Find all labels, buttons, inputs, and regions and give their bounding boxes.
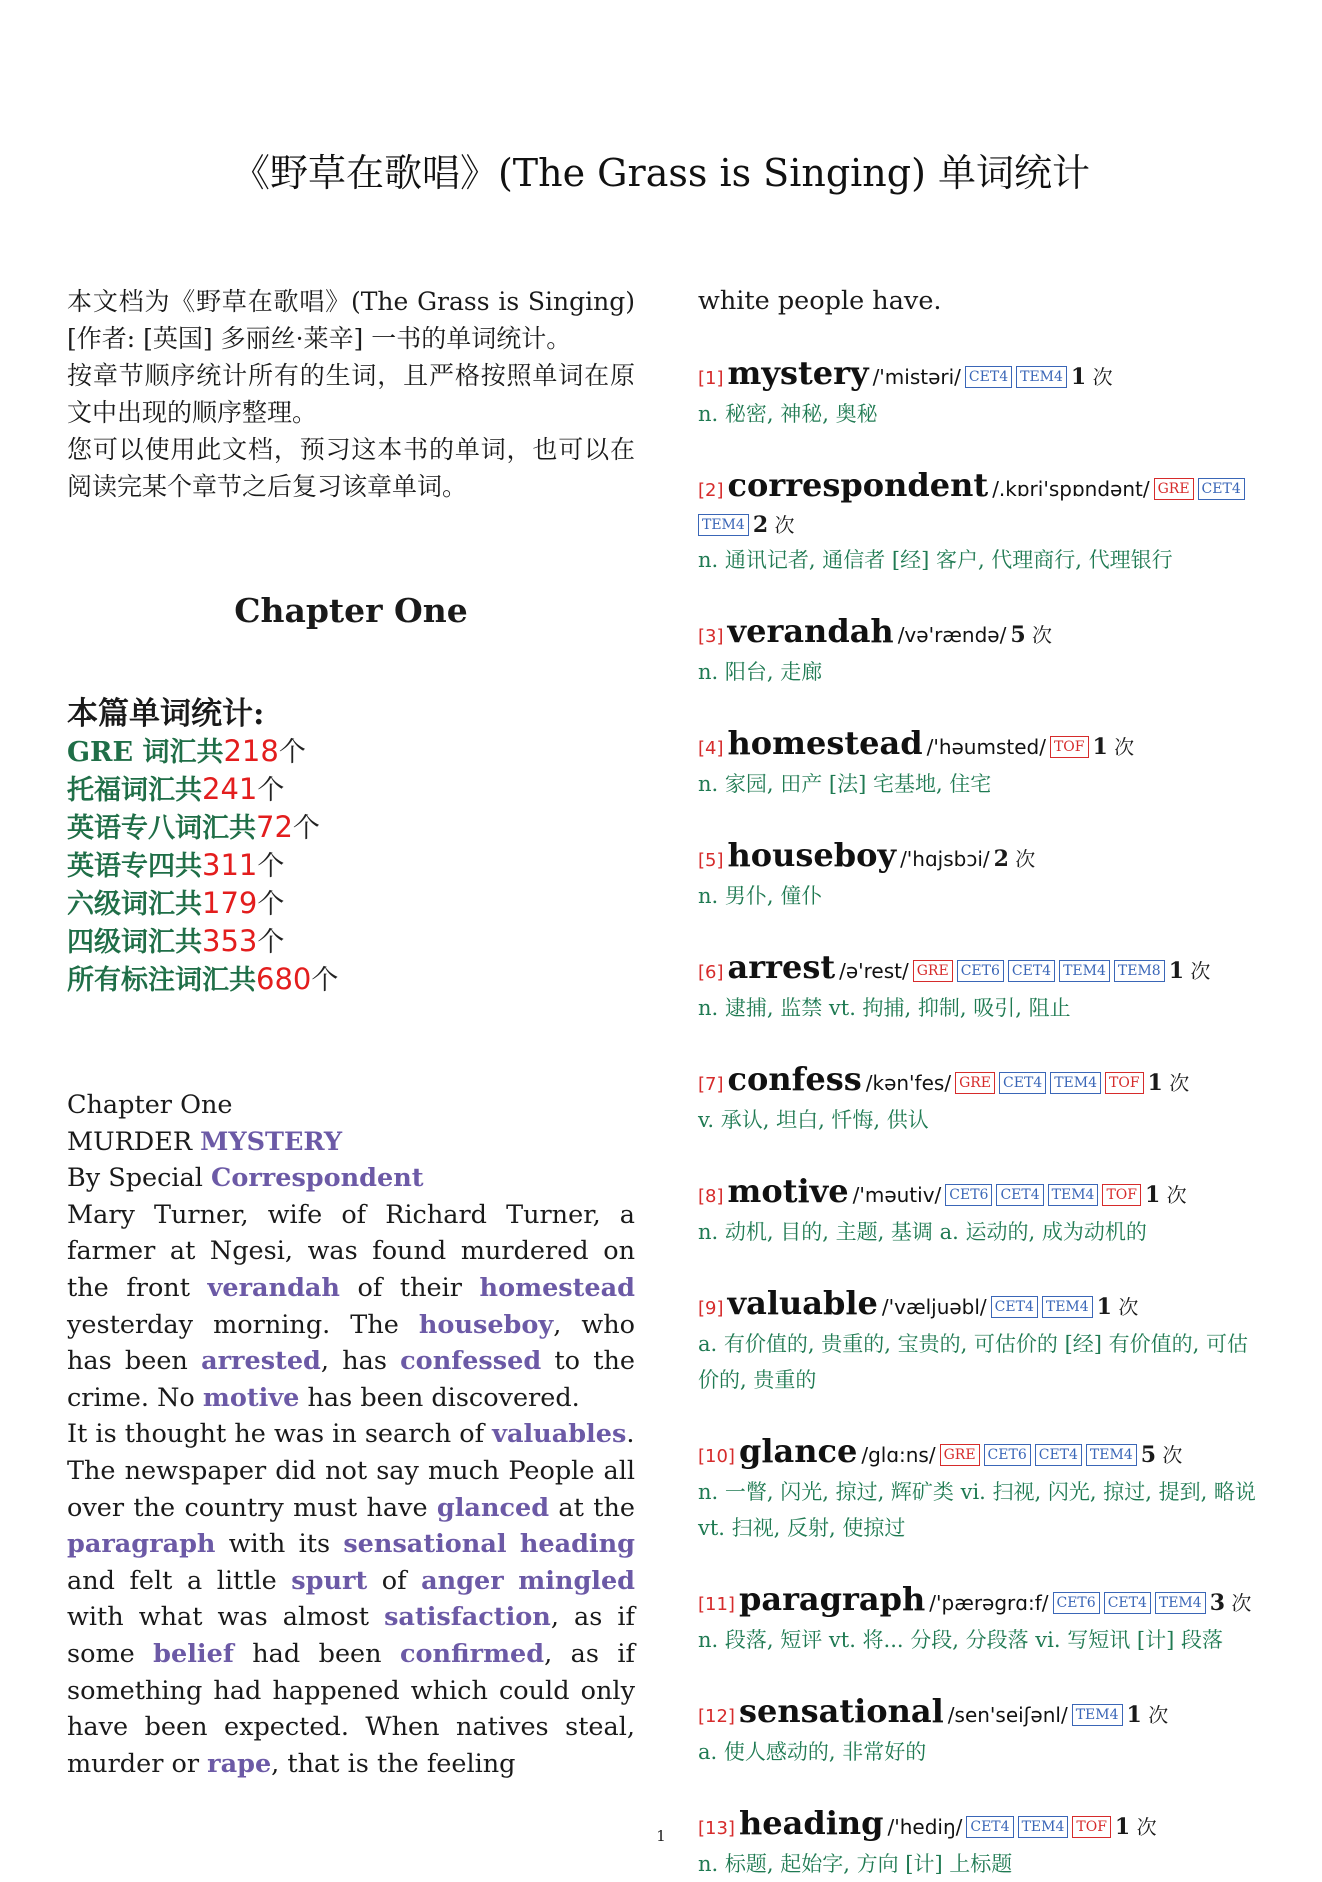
stat-value: 311 bbox=[202, 848, 258, 882]
keyword: houseboy bbox=[418, 1309, 554, 1340]
vocab-definition: n. 动机, 目的, 主题, 基调 a. 运动的, 成为动机的 bbox=[698, 1219, 1147, 1244]
exam-tag-cet4: CET4 bbox=[996, 1184, 1043, 1206]
keyword: spurt bbox=[291, 1565, 368, 1596]
vocab-count: 3 bbox=[1209, 1589, 1225, 1616]
vocab-entry bbox=[698, 1431, 1268, 1546]
passage-text bbox=[504, 1566, 519, 1596]
vocab-word: confess bbox=[727, 1059, 862, 1098]
exam-tag-tem4: TEM4 bbox=[1086, 1444, 1137, 1466]
keyword: confirmed bbox=[400, 1638, 545, 1669]
vocab-entry bbox=[698, 723, 1268, 802]
exam-tag-cet4: CET4 bbox=[991, 1296, 1038, 1318]
vocab-count-unit: 次 bbox=[1118, 1294, 1139, 1319]
passage-text: of their bbox=[339, 1272, 480, 1303]
passage-text: Mary Turner, wife of Richard Turner, a farmer at Ngesi, was found murdered on the front bbox=[67, 1199, 635, 1303]
passage-text bbox=[507, 1529, 520, 1559]
passage-text: By Special bbox=[67, 1163, 212, 1194]
stat-unit: 个 bbox=[278, 737, 306, 768]
passage-text: with what was almost bbox=[67, 1602, 385, 1633]
exam-tag-cet6: CET6 bbox=[957, 960, 1004, 982]
passage-paragraph bbox=[67, 1453, 635, 1782]
vocab-word: sensational bbox=[738, 1691, 944, 1730]
vocab-phonetic: /'mistəri/ bbox=[872, 364, 961, 389]
intro bbox=[67, 283, 635, 505]
vocab-entry-header bbox=[698, 353, 1268, 396]
passage-text: , that is the feeling bbox=[271, 1748, 516, 1779]
right-column bbox=[698, 283, 1268, 1882]
vocab-entry bbox=[698, 611, 1268, 690]
exam-tag-cet4: CET4 bbox=[965, 366, 1012, 388]
stat-unit: 个 bbox=[257, 927, 285, 958]
vocab-count: 1 bbox=[1168, 957, 1185, 984]
vocab-definition: n. 段落, 短评 vt. 将... 分段, 分段落 vi. 写短讯 [计] 段落 bbox=[698, 1627, 1223, 1652]
vocab-entry-header bbox=[698, 723, 1268, 766]
keyword: sensational bbox=[343, 1529, 507, 1560]
exam-tag-tem4: TEM4 bbox=[1042, 1296, 1093, 1318]
passage-paragraph bbox=[67, 1197, 635, 1417]
vocab-index: [8] bbox=[698, 1185, 724, 1207]
keyword: heading bbox=[519, 1529, 635, 1560]
exam-tag-tem4: TEM4 bbox=[1155, 1592, 1206, 1614]
vocab-definition: v. 承认, 坦白, 忏悔, 供认 bbox=[698, 1107, 929, 1132]
vocab-phonetic: /'pærəgrɑ:f/ bbox=[929, 1590, 1049, 1615]
stat-cet4 bbox=[67, 923, 635, 961]
vocab-definition: n. 标题, 起始字, 方向 [计] 上标题 bbox=[698, 1851, 1013, 1876]
stat-cet6 bbox=[67, 885, 635, 923]
vocab-word: homestead bbox=[727, 723, 923, 762]
vocab-phonetic: /'hɑjsbɔi/ bbox=[900, 846, 990, 871]
vocab-word: mystery bbox=[727, 353, 869, 392]
passage-text: , who has been bbox=[67, 1309, 635, 1377]
passage-text: of bbox=[367, 1565, 422, 1596]
passage-paragraph bbox=[67, 1416, 635, 1453]
left-column bbox=[67, 283, 635, 1782]
vocab-index: [5] bbox=[698, 849, 724, 871]
exam-tag-tof: TOF bbox=[1102, 1184, 1141, 1206]
vocab-word: paragraph bbox=[738, 1579, 926, 1618]
vocab-word: motive bbox=[727, 1171, 849, 1210]
passage-text: and felt a little bbox=[67, 1565, 292, 1596]
vocab-count: 1 bbox=[1092, 733, 1108, 760]
vocab-phonetic: /'məutiv/ bbox=[852, 1182, 942, 1207]
passage-text: , has bbox=[320, 1346, 401, 1377]
exam-tag-tem4: TEM4 bbox=[1048, 1184, 1099, 1206]
passage-text: It is thought he was in search of bbox=[67, 1419, 493, 1450]
stat-label: 托福词汇共 bbox=[67, 775, 202, 806]
exam-tag-tem4: TEM4 bbox=[1016, 366, 1067, 388]
vocab-word: houseboy bbox=[727, 835, 897, 874]
passage-byline bbox=[67, 1160, 635, 1197]
passage-headline bbox=[67, 1124, 635, 1161]
exam-tag-cet6: CET6 bbox=[945, 1184, 992, 1206]
passage-text: , as if something had happened which could only have been expected. When natives steal, murder or bbox=[67, 1638, 635, 1779]
document-title: 《野草在歌唱》(The Grass is Singing) 单词统计 bbox=[231, 151, 1091, 195]
vocab-count-unit: 次 bbox=[1092, 364, 1113, 389]
exam-tag-tem8: TEM8 bbox=[1114, 960, 1165, 982]
intro-paragraph: 您可以使用此文档，预习这本书的单词，也可以在阅读完某个章节之后复习该章单词。 bbox=[67, 435, 635, 501]
vocab-index: [10] bbox=[698, 1445, 735, 1467]
vocab-entry-header bbox=[698, 1171, 1268, 1214]
stat-unit: 个 bbox=[311, 965, 339, 996]
exam-tag-tof: TOF bbox=[1072, 1816, 1111, 1838]
exam-tag-tem4: TEM4 bbox=[1059, 960, 1110, 982]
vocab-entry bbox=[698, 1579, 1268, 1658]
vocab-count: 5 bbox=[1140, 1441, 1157, 1468]
vocab-word: arrest bbox=[727, 947, 836, 986]
vocab-count-unit: 次 bbox=[1166, 1182, 1187, 1207]
vocab-count-unit: 次 bbox=[1114, 734, 1135, 759]
stat-value: 218 bbox=[223, 734, 279, 768]
passage-text: The newspaper did not say much People all over the country must have bbox=[67, 1455, 635, 1523]
vocab-entry bbox=[698, 1691, 1268, 1770]
passage-text: with its bbox=[215, 1529, 344, 1560]
vocab-definition: a. 使人感动的, 非常好的 bbox=[698, 1739, 927, 1764]
vocab-word: valuable bbox=[727, 1283, 878, 1322]
vocab-index: [7] bbox=[698, 1073, 724, 1095]
vocab-entry-header bbox=[698, 1431, 1268, 1474]
vocab-index: [2] bbox=[698, 479, 724, 501]
vocab-word: verandah bbox=[727, 611, 894, 650]
vocab-entry bbox=[698, 1171, 1268, 1250]
vocab-count-unit: 次 bbox=[1015, 846, 1036, 871]
vocab-count: 2 bbox=[752, 511, 769, 538]
vocab-count: 1 bbox=[1147, 1069, 1163, 1096]
vocab-definition: n. 通讯记者, 通信者 [经] 客户, 代理商行, 代理银行 bbox=[698, 547, 1173, 572]
passage-text: . bbox=[626, 1419, 635, 1450]
vocab-index: [13] bbox=[698, 1817, 735, 1839]
vocab-count-unit: 次 bbox=[1136, 1814, 1157, 1839]
exam-tag-tem4: TEM4 bbox=[1050, 1072, 1101, 1094]
stat-label: GRE 词汇共 bbox=[67, 737, 224, 768]
stat-unit: 个 bbox=[292, 813, 320, 844]
vocab-word: glance bbox=[738, 1431, 858, 1470]
vocab-count: 1 bbox=[1070, 363, 1087, 390]
stat-unit: 个 bbox=[257, 889, 285, 920]
vocab-entry-header bbox=[698, 835, 1268, 878]
exam-tag-cet6: CET6 bbox=[984, 1444, 1031, 1466]
vocab-count-unit: 次 bbox=[1231, 1590, 1252, 1615]
vocab-phonetic: /.kɒri'spɒndənt/ bbox=[992, 476, 1150, 501]
vocab-count: 1 bbox=[1096, 1293, 1112, 1320]
vocab-phonetic: /kən'fes/ bbox=[865, 1070, 952, 1095]
keyword: Correspondent bbox=[211, 1163, 424, 1194]
keyword: belief bbox=[153, 1638, 234, 1669]
stat-unit: 个 bbox=[257, 775, 285, 806]
stat-label: 所有标注词汇共 bbox=[67, 965, 256, 996]
vocab-index: [1] bbox=[698, 367, 724, 389]
stat-unit: 个 bbox=[257, 851, 285, 882]
vocab-phonetic: /sen'seiʃənl/ bbox=[947, 1702, 1068, 1727]
keyword: anger bbox=[421, 1565, 504, 1596]
vocab-count: 1 bbox=[1144, 1181, 1161, 1208]
vocab-count-unit: 次 bbox=[1162, 1442, 1183, 1467]
intro-paragraph: 按章节顺序统计所有的生词，且严格按照单词在原文中出现的顺序整理。 bbox=[67, 361, 635, 427]
keyword: glanced bbox=[436, 1492, 550, 1523]
page-number: 1 bbox=[656, 1827, 666, 1845]
exam-tag-tem4: TEM4 bbox=[698, 514, 749, 536]
vocab-index: [12] bbox=[698, 1705, 735, 1727]
exam-tag-gre: GRE bbox=[1154, 478, 1194, 500]
vocab-list bbox=[698, 353, 1268, 1882]
vocab-count: 2 bbox=[993, 845, 1009, 872]
exam-tag-cet4: CET4 bbox=[999, 1072, 1046, 1094]
stat-label: 六级词汇共 bbox=[67, 889, 202, 920]
vocab-entry bbox=[698, 353, 1268, 432]
vocab-entry bbox=[698, 465, 1268, 578]
vocab-word: heading bbox=[738, 1803, 884, 1842]
vocab-phonetic: /glɑ:ns/ bbox=[861, 1442, 936, 1467]
vocab-phonetic: /ə'rest/ bbox=[839, 958, 909, 983]
vocab-count-unit: 次 bbox=[1148, 1702, 1169, 1727]
vocab-entry-header bbox=[698, 465, 1268, 542]
keyword: mingled bbox=[518, 1565, 636, 1596]
vocab-count-unit: 次 bbox=[774, 512, 795, 537]
passage-chapter-line: Chapter One bbox=[67, 1090, 233, 1120]
keyword: valuables bbox=[492, 1419, 627, 1450]
stat-toefl bbox=[67, 771, 635, 809]
exam-tag-tem4: TEM4 bbox=[1018, 1816, 1069, 1838]
vocab-definition: n. 秘密, 神秘, 奥秘 bbox=[698, 401, 878, 426]
passage-text: to the crime. No bbox=[67, 1346, 635, 1413]
exam-tag-tem4: TEM4 bbox=[1072, 1704, 1123, 1726]
exam-tag-gre: GRE bbox=[913, 960, 953, 982]
keyword: homestead bbox=[479, 1272, 636, 1303]
intro-paragraph: 本文档为《野草在歌唱》(The Grass is Singing)[作者: [英国] 多丽丝·莱辛] 一书的单词统计。 bbox=[67, 287, 635, 353]
exam-tag-cet6: CET6 bbox=[1053, 1592, 1100, 1614]
keyword: satisfaction bbox=[384, 1602, 551, 1633]
stat-label: 四级词汇共 bbox=[67, 927, 202, 958]
stats-title: 本篇单词统计: bbox=[67, 696, 265, 732]
vocab-entry-header bbox=[698, 1691, 1268, 1734]
exam-tag-cet4: CET4 bbox=[1198, 478, 1245, 500]
vocab-entry-header bbox=[698, 1579, 1268, 1622]
keyword: paragraph bbox=[67, 1529, 216, 1560]
exam-tag-cet4: CET4 bbox=[966, 1816, 1013, 1838]
passage-text: , as if some bbox=[67, 1602, 635, 1669]
vocab-phonetic: /'həumsted/ bbox=[926, 734, 1046, 759]
exam-tag-cet4: CET4 bbox=[1008, 960, 1055, 982]
vocab-entry bbox=[698, 1283, 1268, 1398]
vocab-definition: n. 家园, 田产 [法] 宅基地, 住宅 bbox=[698, 771, 992, 796]
stat-label: 英语专四共 bbox=[67, 851, 202, 882]
stat-value: 72 bbox=[256, 810, 293, 844]
chapter-heading: Chapter One bbox=[234, 591, 468, 630]
keyword: MYSTERY bbox=[200, 1126, 343, 1157]
vocab-count-unit: 次 bbox=[1190, 958, 1211, 983]
stat-tem8 bbox=[67, 809, 635, 847]
vocab-definition: n. 阳台, 走廊 bbox=[698, 659, 823, 684]
stat-value: 353 bbox=[202, 924, 258, 958]
vocab-index: [4] bbox=[698, 737, 724, 759]
passage-text: yesterday morning. The bbox=[67, 1309, 419, 1340]
vocab-entry-header bbox=[698, 611, 1268, 654]
vocab-index: [9] bbox=[698, 1297, 724, 1319]
vocab-phonetic: /və'rændə/ bbox=[897, 622, 1007, 647]
vocab-count: 5 bbox=[1010, 621, 1026, 648]
vocab-index: [11] bbox=[698, 1593, 735, 1615]
vocab-word: correspondent bbox=[727, 465, 989, 504]
vocab-definition: n. 男仆, 僮仆 bbox=[698, 883, 823, 908]
passage-text: at the bbox=[549, 1492, 635, 1523]
vocab-definition: n. 逮捕, 监禁 vt. 拘捕, 抑制, 吸引, 阻止 bbox=[698, 995, 1071, 1020]
stat-value: 241 bbox=[202, 772, 258, 806]
stat-all bbox=[67, 961, 635, 999]
vocab-entry-header bbox=[698, 1059, 1268, 1102]
passage bbox=[67, 1087, 635, 1782]
passage-continuation: white people have. bbox=[698, 286, 942, 316]
vocab-phonetic: /'væljuəbl/ bbox=[881, 1294, 987, 1319]
stat-tem4 bbox=[67, 847, 635, 885]
vocab-entry bbox=[698, 947, 1268, 1026]
vocab-phonetic: /'hediŋ/ bbox=[887, 1814, 963, 1839]
stat-gre bbox=[67, 733, 635, 771]
exam-tag-tof: TOF bbox=[1050, 736, 1089, 758]
vocab-count: 1 bbox=[1114, 1813, 1131, 1840]
vocab-entry bbox=[698, 835, 1268, 914]
vocab-entry bbox=[698, 1059, 1268, 1138]
stat-label: 英语专八词汇共 bbox=[67, 813, 256, 844]
exam-tag-tof: TOF bbox=[1105, 1072, 1144, 1094]
exam-tag-gre: GRE bbox=[940, 1444, 980, 1466]
vocab-entry-header bbox=[698, 1283, 1268, 1326]
vocab-definition: n. 一瞥, 闪光, 掠过, 辉矿类 vi. 扫视, 闪光, 掠过, 提到, 略说 vt. 扫视, 反射, 使掠过 bbox=[698, 1479, 1256, 1540]
vocab-index: [3] bbox=[698, 625, 724, 647]
passage-text: has been discovered. bbox=[299, 1382, 580, 1413]
keyword: motive bbox=[202, 1382, 300, 1413]
stats-list bbox=[67, 733, 635, 999]
passage-text: had been bbox=[233, 1638, 401, 1669]
keyword: rape bbox=[207, 1748, 272, 1779]
vocab-definition: a. 有价值的, 贵重的, 宝贵的, 可估价的 [经] 有价值的, 可估价的, 贵重的 bbox=[698, 1331, 1249, 1392]
keyword: confessed bbox=[400, 1346, 542, 1377]
exam-tag-cet4: CET4 bbox=[1035, 1444, 1082, 1466]
keyword: arrested bbox=[201, 1346, 321, 1377]
stat-value: 179 bbox=[202, 886, 258, 920]
exam-tag-gre: GRE bbox=[955, 1072, 995, 1094]
vocab-count: 1 bbox=[1126, 1701, 1142, 1728]
vocab-entry-header bbox=[698, 947, 1268, 990]
vocab-count-unit: 次 bbox=[1032, 622, 1053, 647]
stat-value: 680 bbox=[256, 962, 312, 996]
keyword: verandah bbox=[207, 1272, 340, 1303]
vocab-count-unit: 次 bbox=[1169, 1070, 1190, 1095]
vocab-index: [6] bbox=[698, 961, 724, 983]
passage-text: MURDER bbox=[67, 1126, 201, 1157]
exam-tag-cet4: CET4 bbox=[1104, 1592, 1151, 1614]
